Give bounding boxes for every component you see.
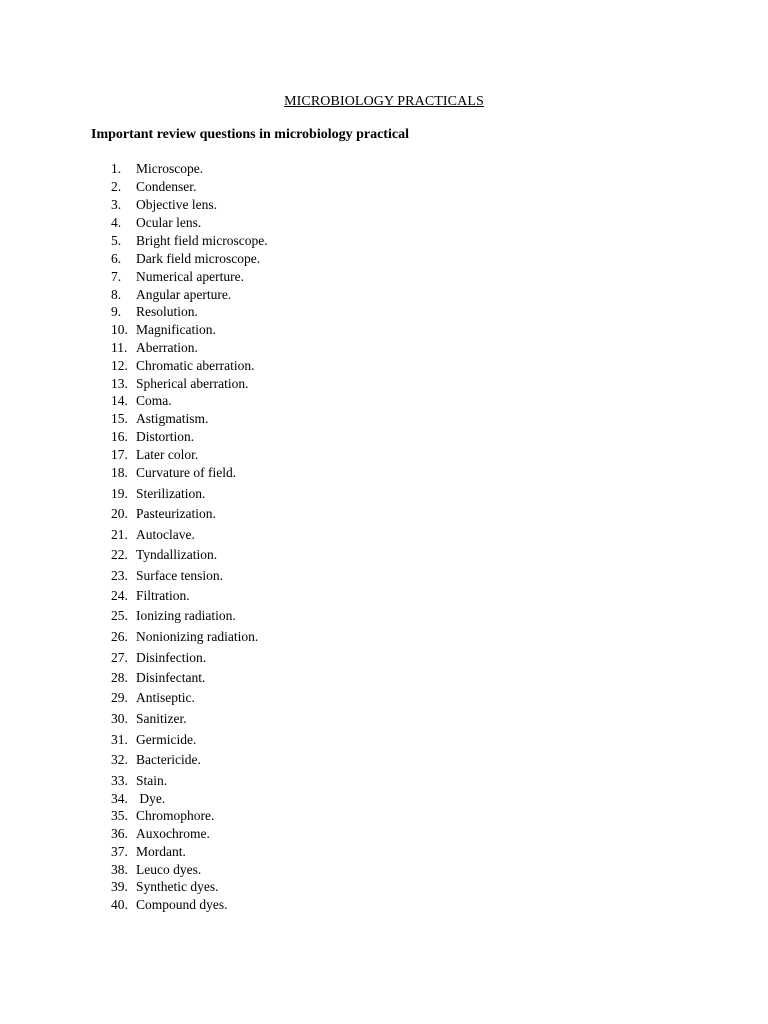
list-item-text: Distortion. bbox=[136, 429, 195, 444]
list-item-number: 31. bbox=[111, 732, 128, 747]
list-item-text: Microscope. bbox=[136, 161, 204, 176]
list-item-number: 9. bbox=[111, 304, 122, 319]
list-item-text: Leuco dyes. bbox=[136, 862, 202, 877]
list-item-text: Bactericide. bbox=[136, 752, 201, 767]
list-item-text: Numerical aperture. bbox=[136, 269, 244, 284]
list-item-text: Tyndallization. bbox=[136, 547, 218, 562]
list-item-number: 4. bbox=[111, 215, 122, 230]
list-item-number: 7. bbox=[111, 269, 122, 284]
list-item-text: Compound dyes. bbox=[136, 897, 228, 912]
list-item-text: Bright field microscope. bbox=[136, 233, 268, 248]
list-item-number: 10. bbox=[111, 322, 128, 337]
list-item-text: Condenser. bbox=[136, 179, 197, 194]
list-item-text: Disinfectant. bbox=[136, 670, 206, 685]
list-item-text: Disinfection. bbox=[136, 650, 207, 665]
list-item-text: Nonionizing radiation. bbox=[136, 629, 259, 644]
list-item-text: Mordant. bbox=[136, 844, 186, 859]
list-item-number: 27. bbox=[111, 650, 128, 665]
list-item-text: Dark field microscope. bbox=[136, 251, 261, 266]
list-item-number: 23. bbox=[111, 568, 128, 583]
list-item-text: Magnification. bbox=[136, 322, 216, 337]
list-item-text: Resolution. bbox=[136, 304, 198, 319]
list-item-text: Sanitizer. bbox=[136, 711, 187, 726]
list-item-number: 39. bbox=[111, 879, 128, 894]
list-item-number: 24. bbox=[111, 588, 128, 603]
list-item-text: Ionizing radiation. bbox=[136, 608, 236, 623]
list-item-number: 22. bbox=[111, 547, 128, 562]
list-item-text: Angular aperture. bbox=[136, 287, 232, 302]
list-item-number: 33. bbox=[111, 773, 128, 788]
list-item-number: 5. bbox=[111, 233, 122, 248]
list-item-text: Aberration. bbox=[136, 340, 198, 355]
list-item-text: Antiseptic. bbox=[136, 690, 195, 705]
list-item-text: Objective lens. bbox=[136, 197, 217, 212]
list-item-text: Synthetic dyes. bbox=[136, 879, 219, 894]
list-item-number: 21. bbox=[111, 527, 128, 542]
list-item-number: 36. bbox=[111, 826, 128, 841]
list-item-text: Autoclave. bbox=[136, 527, 195, 542]
list-item-number: 19. bbox=[111, 486, 128, 501]
list-item-number: 13. bbox=[111, 376, 128, 391]
list-item-text: Germicide. bbox=[136, 732, 197, 747]
list-item-number: 20. bbox=[111, 506, 128, 521]
list-item-number: 40. bbox=[111, 897, 128, 912]
list-item-number: 32. bbox=[111, 752, 128, 767]
list-item-number: 11. bbox=[111, 340, 128, 355]
list-item-number: 38. bbox=[111, 862, 128, 877]
list-item-number: 25. bbox=[111, 608, 128, 623]
list-item-number: 12. bbox=[111, 358, 128, 373]
list-item-number: 8. bbox=[111, 287, 122, 302]
list-item-number: 14. bbox=[111, 393, 128, 408]
list-item-number: 2. bbox=[111, 179, 122, 194]
list-item-number: 3. bbox=[111, 197, 122, 212]
list-item-number: 37. bbox=[111, 844, 128, 859]
list-item-text: Ocular lens. bbox=[136, 215, 202, 230]
list-item-text: Astigmatism. bbox=[136, 411, 209, 426]
list-item-number: 34. bbox=[111, 791, 128, 806]
list-item-number: 18. bbox=[111, 465, 128, 480]
document-subtitle: Important review questions in microbiology practical bbox=[91, 127, 409, 142]
list-item-number: 26. bbox=[111, 629, 128, 644]
list-item-text: Stain. bbox=[136, 773, 168, 788]
list-item-number: 6. bbox=[111, 251, 122, 266]
list-item-text: Dye. bbox=[136, 791, 166, 806]
list-item-number: 29. bbox=[111, 690, 128, 705]
list-item-text: Pasteurization. bbox=[136, 506, 216, 521]
list-item-text: Coma. bbox=[136, 393, 172, 408]
list-item-text: Sterilization. bbox=[136, 486, 206, 501]
list-item-text: Chromatic aberration. bbox=[136, 358, 255, 373]
list-item-text: Curvature of field. bbox=[136, 465, 237, 480]
list-item-text: Surface tension. bbox=[136, 568, 223, 583]
list-item-text: Auxochrome. bbox=[136, 826, 210, 841]
list-item-text: Spherical aberration. bbox=[136, 376, 249, 391]
list-item-number: 35. bbox=[111, 808, 128, 823]
list-item-number: 16. bbox=[111, 429, 128, 444]
list-item-number: 15. bbox=[111, 411, 128, 426]
list-item-text: Chromophore. bbox=[136, 808, 215, 823]
document-title: MICROBIOLOGY PRACTICALS bbox=[284, 94, 484, 109]
list-item-number: 30. bbox=[111, 711, 128, 726]
list-item-text: Filtration. bbox=[136, 588, 190, 603]
list-item-number: 17. bbox=[111, 447, 128, 462]
list-item-text: Later color. bbox=[136, 447, 199, 462]
list-item-number: 1. bbox=[111, 161, 122, 176]
list-item-number: 28. bbox=[111, 670, 128, 685]
